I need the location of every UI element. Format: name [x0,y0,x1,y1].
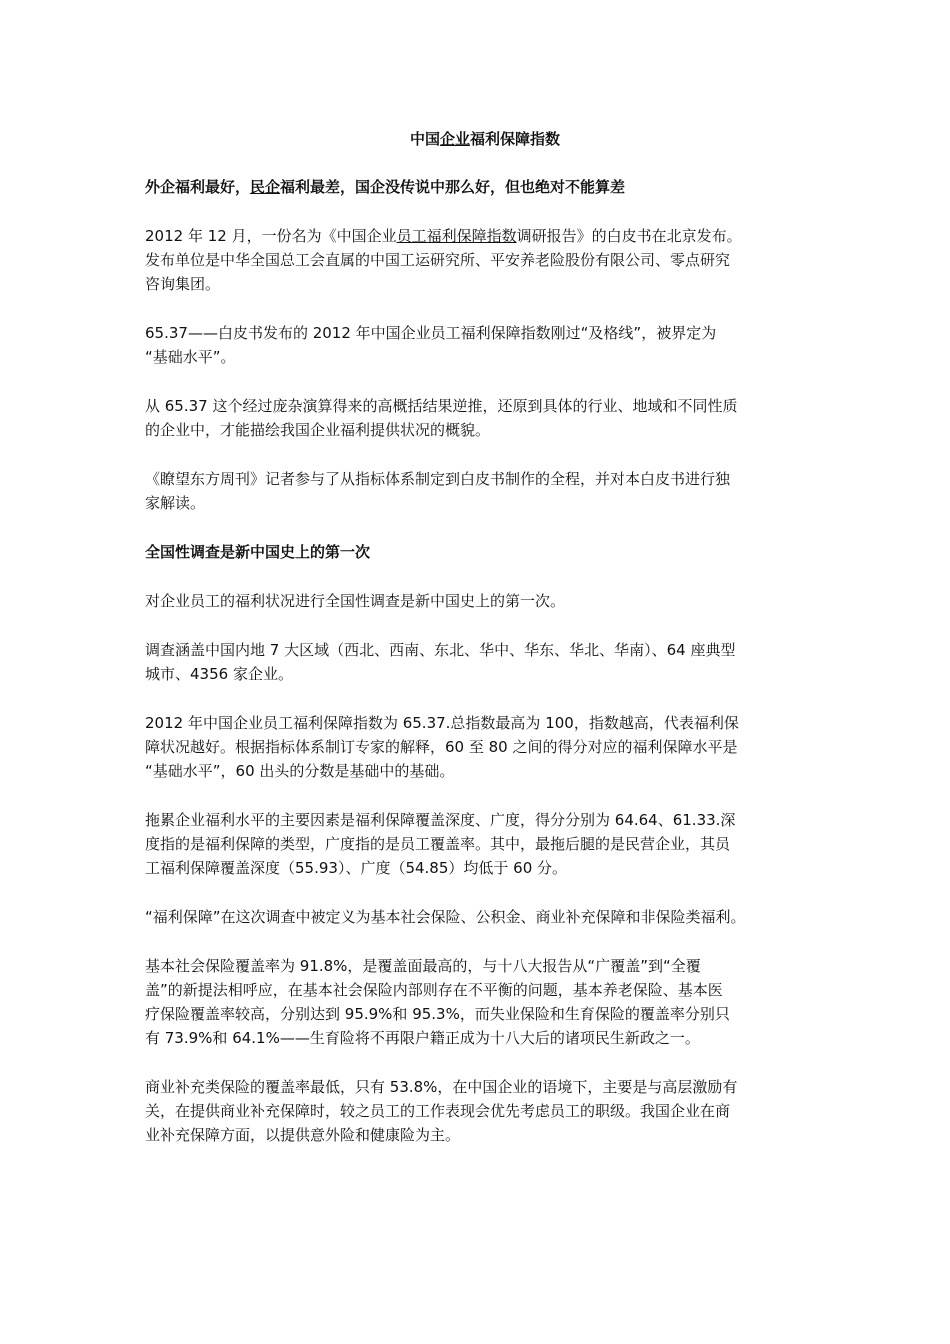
title-suffix: 福利保障指数 [470,130,561,148]
paragraph-line: 有 73.9%和 64.1%——生育险将不再限户籍正成为十八大后的诸项民生新政之一。 [145,1029,700,1047]
paragraph-1 [145,224,825,296]
paragraph-line: 盖”的新提法相呼应，在基本社会保险内部则存在不平衡的问题，基本养老保险、基本医 [145,981,723,999]
paragraph-line: 业补充保障方面，以提供意外险和健康险为主。 [145,1126,461,1144]
paragraph-8 [145,808,825,880]
paragraph-line: 咨询集团。 [145,275,221,293]
paragraph-line: 家解读。 [145,494,206,512]
paragraph-line: 的企业中，才能描绘我国企业福利提供状况的概貌。 [145,421,491,439]
paragraph-line: “基础水平”，60 出头的分数是基础中的基础。 [145,762,455,780]
paragraph-5 [145,589,825,613]
document-subtitle [145,175,825,199]
paragraph-line: 关，在提供商业补充保障时，较之员工的工作表现会优先考虑员工的职级。我国企业在商 [145,1102,731,1120]
paragraph-line: 商业补充类保险的覆盖率最低，只有 53.8%，在中国企业的语境下，主要是与高层激励有 [145,1078,738,1096]
paragraph-line: 城市、4356 家企业。 [145,665,293,683]
subtitle-suffix: 福利最差，国企没传说中那么好，但也绝对不能算差 [280,178,626,196]
document-body [145,127,825,1172]
paragraph-line: 工福利保障覆盖深度（55.93）、广度（54.85）均低于 60 分。 [145,859,568,877]
subtitle-link[interactable]: 民企 [250,178,281,196]
document-title [145,127,825,151]
paragraph-line: 疗保险覆盖率较高，分别达到 95.9%和 95.3%，而失业保险和生育保险的覆盖率分别只 [145,1005,730,1023]
paragraph-line: 发布单位是中华全国总工会直属的中国工运研究所、平安养老险股份有限公司、零点研究 [145,251,731,269]
paragraph-line: “福利保障”在这次调查中被定义为基本社会保险、公积金、商业补充保障和非保险类福利。 [145,908,746,926]
paragraph-7 [145,711,825,783]
paragraph-4 [145,467,825,515]
paragraph-2 [145,321,825,369]
paragraph-9 [145,905,825,929]
paragraph-line: 《瞭望东方周刊》记者参与了从指标体系制定到白皮书制作的全程，并对本白皮书进行独 [145,470,731,488]
title-link[interactable]: 企业 [439,130,470,148]
paragraph-line: 对企业员工的福利状况进行全国性调查是新中国史上的第一次。 [145,592,566,610]
paragraph-line: 基本社会保险覆盖率为 91.8%，是覆盖面最高的，与十八大报告从“广覆盖”到“全覆 [145,957,701,975]
paragraph-line: 从 65.37 这个经过庞杂演算得来的高概括结果逆推，还原到具体的行业、地域和不同性质 [145,397,738,415]
paragraph-line: 度指的是福利保障的类型，广度指的是员工覆盖率。其中，最拖后腿的是民营企业，其员 [145,835,731,853]
paragraph-6 [145,638,825,686]
line-text: 2012 年 12 月，一份名为《中国企业 [145,227,397,245]
line-text: 调研报告》的白皮书在北京发布。 [516,227,742,245]
section-heading: 全国性调查是新中国史上的第一次 [145,543,371,561]
paragraph-10 [145,954,825,1050]
paragraph-line: 调查涵盖中国内地 7 大区域（西北、西南、东北、华中、华东、华北、华南）、64 座典型 [145,641,736,659]
paragraph-11 [145,1075,825,1147]
title-prefix: 中国 [409,130,440,148]
index-link[interactable]: 员工福利保障指数 [396,227,517,245]
subtitle-prefix: 外企福利最好， [145,178,251,196]
paragraph-3 [145,394,825,442]
paragraph-line: “基础水平”。 [145,348,236,366]
paragraph-line: 拖累企业福利水平的主要因素是福利保障覆盖深度、广度，得分分别为 64.64、61.33.深 [145,811,736,829]
paragraph-line: 2012 年中国企业员工福利保障指数为 65.37.总指数最高为 100，指数越高，代表福利保 [145,714,739,732]
paragraph-line: 65.37——白皮书发布的 2012 年中国企业员工福利保障指数刚过“及格线”，被界定为 [145,324,717,342]
paragraph-line [145,224,825,248]
paragraph-line: 障状况越好。根据指标体系制订专家的解释，60 至 80 之间的得分对应的福利保障水平是 [145,738,738,756]
